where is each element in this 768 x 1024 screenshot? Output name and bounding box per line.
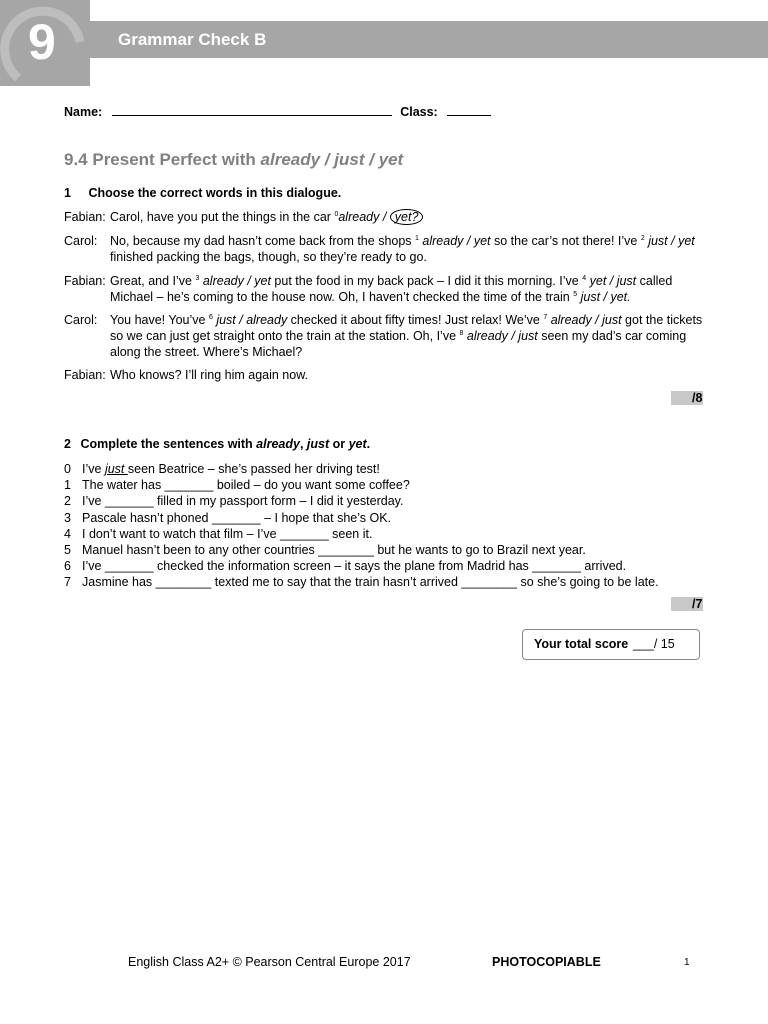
item-number: 8	[459, 330, 464, 337]
text-segment: got the tickets so we can just get straight onto the train at the station. Oh, I’ve	[110, 313, 703, 343]
class-field[interactable]	[447, 103, 491, 116]
text-segment: seen Beatrice – she’s passed her driving test!	[127, 462, 380, 476]
sentence-number: 5	[64, 543, 71, 557]
text-segment: called Michael – he’s coming to the house now. Oh, I haven’t checked the time of the train	[110, 274, 673, 304]
exercise2-sep2: or	[329, 437, 349, 451]
text-segment: I’ve _______ filled in my passport form – I did it yesterday.	[82, 494, 404, 509]
footer-photocopiable: PHOTOCOPIABLE	[492, 955, 601, 969]
text-segment: Pascale hasn’t phoned _______ – I hope that she’s OK.	[82, 510, 392, 525]
answer-options[interactable]: already / just	[463, 329, 538, 343]
text-segment: I don’t want to watch that film – I’ve _______ seen it.	[82, 526, 373, 541]
item-number: 5	[573, 291, 578, 298]
item-number: 2	[640, 235, 645, 242]
item-number: 7	[543, 314, 548, 321]
sentence-text[interactable]	[82, 542, 586, 558]
text-segment: I’ve _______ checked the information screen – it says the plane from Madrid has _______ arrived.	[82, 559, 627, 574]
exercise2-heading	[64, 437, 370, 451]
name-label: Name:	[64, 105, 103, 119]
answer-options[interactable]: already / just	[547, 313, 622, 327]
text-segment: seen my dad’s car coming along the street. Where’s Michael?	[110, 329, 687, 359]
exercise1-score: /8	[692, 391, 703, 405]
page-number: 1	[684, 957, 690, 968]
sentence-text[interactable]	[82, 477, 410, 493]
page-title: Grammar Check B	[118, 30, 267, 49]
unit-badge	[0, 0, 90, 86]
exercise2-instruction-start: Complete the sentences with	[80, 437, 257, 451]
answer-options[interactable]: just / yet.	[577, 290, 631, 304]
exercise2-word-already: already	[256, 437, 300, 451]
name-field[interactable]	[112, 103, 392, 116]
text-segment: so the car’s not there! I’ve	[490, 234, 641, 248]
sentence-text[interactable]	[82, 526, 372, 542]
answer-options[interactable]: yet / just	[586, 274, 637, 288]
text-segment: I’ve	[82, 462, 105, 476]
sentence-number: 4	[64, 526, 71, 541]
unit-number: 9	[28, 14, 56, 70]
total-score-label: Your total score	[534, 637, 629, 651]
sentence-number: 7	[64, 575, 71, 590]
answer-options[interactable]: just / yet	[644, 234, 695, 248]
speaker-name: Carol:	[64, 234, 98, 248]
exercise1-instruction: Choose the correct words in this dialogue.	[88, 186, 342, 200]
total-score-value[interactable]: ___/ 15	[633, 637, 675, 651]
exercise2-instruction-end: .	[366, 437, 371, 451]
speaker-name: Carol:	[64, 313, 98, 327]
text-segment: The water has _______ boiled – do you want some coffee?	[82, 478, 410, 493]
text-segment: Great, and I’ve	[110, 274, 196, 288]
exercise1-heading	[64, 186, 341, 200]
sentence-number: 1	[64, 478, 71, 493]
sentence-text[interactable]	[82, 461, 380, 477]
dialogue-text	[110, 273, 704, 305]
sentence-number: 0	[64, 462, 71, 476]
exercise2-word-yet: yet	[348, 437, 367, 451]
text-segment: finished packing the bags, though, so they’re ready to go.	[110, 250, 427, 264]
dialogue-text	[110, 367, 704, 383]
header-bar	[90, 21, 768, 58]
answer-options[interactable]: just / already	[212, 313, 288, 327]
class-label: Class:	[400, 105, 438, 119]
text-segment: Jasmine has ________ texted me to say that the train hasn’t arrived ________ so she’s going to be late.	[82, 575, 659, 590]
speaker-name: Fabian:	[64, 210, 106, 224]
sentence-number: 3	[64, 510, 71, 525]
sentence-text[interactable]	[82, 558, 626, 574]
item-number: 0	[334, 211, 339, 218]
example-answer: just	[104, 462, 128, 476]
exercise2-sep1: ,	[299, 437, 307, 451]
dialogue-text	[110, 312, 704, 360]
item-number: 6	[208, 314, 213, 321]
text-segment: Carol, have you put the things in the car	[110, 210, 335, 224]
exercise2-score: /7	[692, 597, 703, 611]
section-title	[64, 150, 403, 170]
text-segment: Manuel hasn’t been to any other countries ________ but he wants to go to Brazil next year.	[82, 543, 586, 557]
name-class-row	[64, 103, 491, 119]
text-segment: put the food in my back pack – I did it this morning. I’ve	[270, 274, 583, 288]
dialogue-text	[110, 233, 704, 265]
text-segment: No, because my dad hasn’t come back from the shops	[110, 234, 416, 248]
item-number: 3	[195, 275, 200, 282]
answer-options[interactable]: already / yet	[199, 274, 271, 288]
item-number: 1	[415, 235, 419, 242]
sentence-text[interactable]	[82, 510, 391, 526]
exercise1-number: 1	[64, 186, 71, 200]
footer-copyright: English Class A2+ © Pearson Central Europe 2017	[128, 955, 411, 969]
sentence-text[interactable]	[82, 574, 659, 590]
sentence-text[interactable]	[82, 493, 403, 509]
answer-options[interactable]: already / yet	[418, 234, 491, 248]
item-number: 4	[582, 275, 587, 282]
exercise2-word-just: just	[306, 437, 330, 451]
sentence-number: 6	[64, 559, 71, 574]
speaker-name: Fabian:	[64, 368, 106, 382]
total-score-box	[522, 629, 700, 660]
section-title-italic: already / just / yet	[260, 150, 404, 169]
exercise2-number: 2	[64, 437, 71, 451]
dialogue-text	[110, 209, 704, 225]
sentence-number: 2	[64, 494, 71, 509]
text-segment: Who knows? I’ll ring him again now.	[110, 368, 309, 382]
exercise2-instruction	[80, 437, 370, 451]
circled-answer: yet?	[390, 209, 424, 225]
speaker-name: Fabian:	[64, 274, 106, 288]
text-segment: You have! You’ve	[110, 313, 209, 327]
answer-options[interactable]: already /	[338, 210, 390, 224]
section-title-main: 9.4 Present Perfect with	[64, 150, 256, 169]
text-segment: checked it about fifty times! Just relax! We’ve	[287, 313, 544, 327]
